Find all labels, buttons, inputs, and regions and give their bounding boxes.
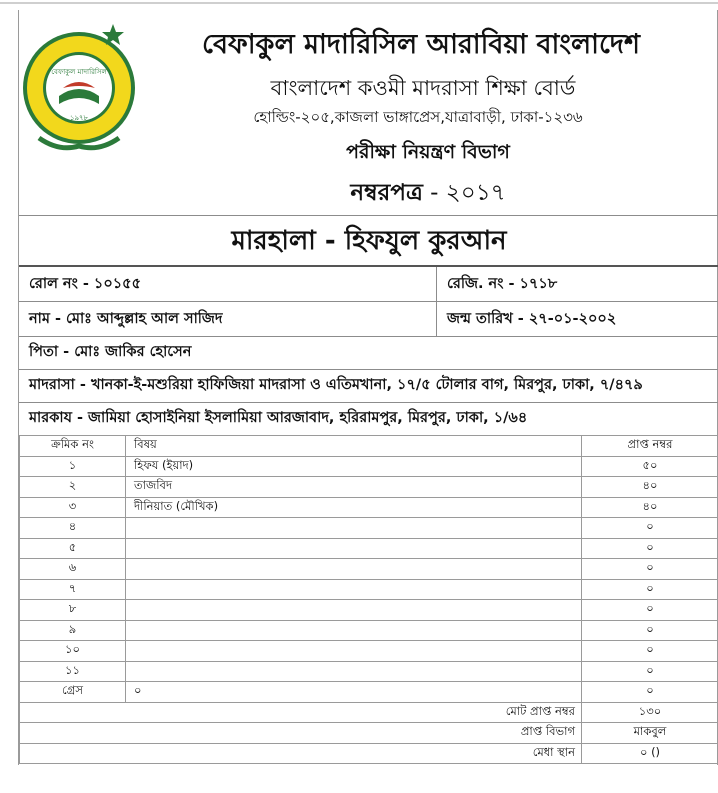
marks-header-row bbox=[20, 436, 718, 457]
serial-cell: গ্রেস bbox=[20, 682, 126, 703]
subject-cell bbox=[126, 600, 582, 621]
serial-cell: ৯ bbox=[20, 620, 126, 641]
level-title: মারহালা - হিফযুল কুরআন bbox=[19, 215, 718, 267]
table-row bbox=[20, 661, 718, 682]
seal-inner-text: বেফাকুল মাদারিসিল bbox=[51, 68, 107, 76]
marks-cell: ০ bbox=[582, 579, 718, 600]
subject-cell bbox=[126, 559, 582, 580]
table-row bbox=[20, 497, 718, 518]
marks-cell: ৪০ bbox=[582, 477, 718, 498]
serial-header: ক্রমিক নং bbox=[20, 436, 126, 457]
table-row bbox=[20, 456, 718, 477]
table-row bbox=[20, 477, 718, 498]
division-value: মাকবুল bbox=[582, 723, 718, 744]
info-row bbox=[19, 302, 718, 337]
serial-cell: ৩ bbox=[20, 497, 126, 518]
subject-header: বিষয় bbox=[126, 436, 582, 457]
marks-cell: ০ bbox=[582, 661, 718, 682]
marks-cell: ০ bbox=[582, 600, 718, 621]
subject-cell bbox=[126, 661, 582, 682]
serial-cell: ১১ bbox=[20, 661, 126, 682]
marks-cell: ০ bbox=[582, 518, 718, 539]
father-name: পিতা - মোঃ জাকির হোসেন bbox=[29, 344, 192, 360]
marks-cell: ০ bbox=[582, 620, 718, 641]
marksheet-year: - ২০১৭ bbox=[430, 180, 506, 206]
marksheet bbox=[18, 10, 718, 765]
registration-number: রেজি. নং - ১৭১৮ bbox=[447, 276, 558, 292]
marksheet-word: নম্বরপত্র bbox=[350, 180, 423, 206]
table-row bbox=[20, 579, 718, 600]
info-row bbox=[19, 403, 718, 436]
subject-cell bbox=[126, 538, 582, 559]
serial-cell: ১০ bbox=[20, 641, 126, 662]
info-row bbox=[19, 370, 718, 403]
table-row bbox=[20, 559, 718, 580]
subject-cell bbox=[126, 620, 582, 641]
marks-cell: ০ bbox=[582, 559, 718, 580]
marks-cell: ০ bbox=[582, 641, 718, 662]
total-marks-label: মোট প্রাপ্ত নম্বর bbox=[20, 702, 582, 723]
grace-row bbox=[20, 682, 718, 703]
division-row bbox=[20, 723, 718, 744]
subject-cell bbox=[126, 518, 582, 539]
marksheet-heading bbox=[253, 174, 603, 213]
marks-cell: ০ bbox=[582, 538, 718, 559]
table-row bbox=[20, 641, 718, 662]
seal-year: ১৯৭৮ bbox=[69, 114, 89, 122]
madrasa-name: মাদরাসা - খানকা-ই-মশুরিয়া হাফিজিয়া মাদরাসা ও এতিমখানা, ১৭/৫ টোলার বাগ, মিরপুর, ঢাকা, ৭/৪৭৯ bbox=[29, 377, 643, 393]
subject-cell bbox=[126, 641, 582, 662]
division-label: প্রাপ্ত বিভাগ bbox=[20, 723, 582, 744]
top-divider bbox=[0, 2, 718, 4]
department-name: পরীক্ষা নিয়ন্ত্রণ বিভাগ bbox=[346, 141, 510, 163]
subject-cell: ০ bbox=[126, 682, 582, 703]
serial-cell: ৬ bbox=[20, 559, 126, 580]
board-address: হোল্ডিং-২০৫,কাজলা ভাঙ্গাপ্রেস,যাত্রাবাড়ী, ঢাকা-১২৩৬ bbox=[253, 108, 583, 126]
serial-cell: ৪ bbox=[20, 518, 126, 539]
subject-cell bbox=[126, 579, 582, 600]
serial-cell: ২ bbox=[20, 477, 126, 498]
table-row bbox=[20, 600, 718, 621]
table-row bbox=[20, 518, 718, 539]
merit-position-label: মেধা স্থান bbox=[20, 743, 582, 764]
serial-cell: ৫ bbox=[20, 538, 126, 559]
table-row bbox=[20, 538, 718, 559]
date-of-birth: জন্ম তারিখ - ২৭-০১-২০০২ bbox=[447, 311, 617, 327]
total-marks-row bbox=[20, 702, 718, 723]
student-name: নাম - মোঃ আব্দুল্লাহ আল সাজিদ bbox=[19, 302, 437, 336]
student-info bbox=[19, 267, 718, 436]
board-seal-logo bbox=[19, 18, 137, 158]
info-row bbox=[19, 337, 718, 370]
subject-cell: তাজবিদ bbox=[126, 477, 582, 498]
total-marks-value: ১৩০ bbox=[582, 702, 718, 723]
marks-cell: ৫০ bbox=[582, 456, 718, 477]
exam-center: মারকায - জামিয়া হোসাইনিয়া ইসলামিয়া আরজাবাদ, হরিরামপুর, মিরপুর, ঢাকা, ১/৬৪ bbox=[29, 410, 528, 426]
board-title: বেফাকুল মাদারিসিল আরাবিয়া বাংলাদেশ bbox=[202, 29, 640, 60]
board-subtitle: বাংলাদেশ কওমী মাদরাসা শিক্ষা বোর্ড bbox=[270, 76, 576, 100]
table-row bbox=[20, 620, 718, 641]
subject-cell: দীনিয়াত (মৌখিক) bbox=[126, 497, 582, 518]
subject-cell: হিফয (ইয়াদ) bbox=[126, 456, 582, 477]
serial-cell: ১ bbox=[20, 456, 126, 477]
serial-cell: ৭ bbox=[20, 579, 126, 600]
merit-position-value: ০ () bbox=[582, 743, 718, 764]
marks-cell: ৪০ bbox=[582, 497, 718, 518]
merit-position-row bbox=[20, 743, 718, 764]
serial-cell: ৮ bbox=[20, 600, 126, 621]
marks-header: প্রাপ্ত নম্বর bbox=[582, 436, 718, 457]
board-header bbox=[19, 10, 718, 215]
marks-table bbox=[19, 435, 718, 764]
roll-number: রোল নং - ১০১৫৫ bbox=[19, 267, 437, 301]
marks-cell: ০ bbox=[582, 682, 718, 703]
info-row bbox=[19, 267, 718, 302]
